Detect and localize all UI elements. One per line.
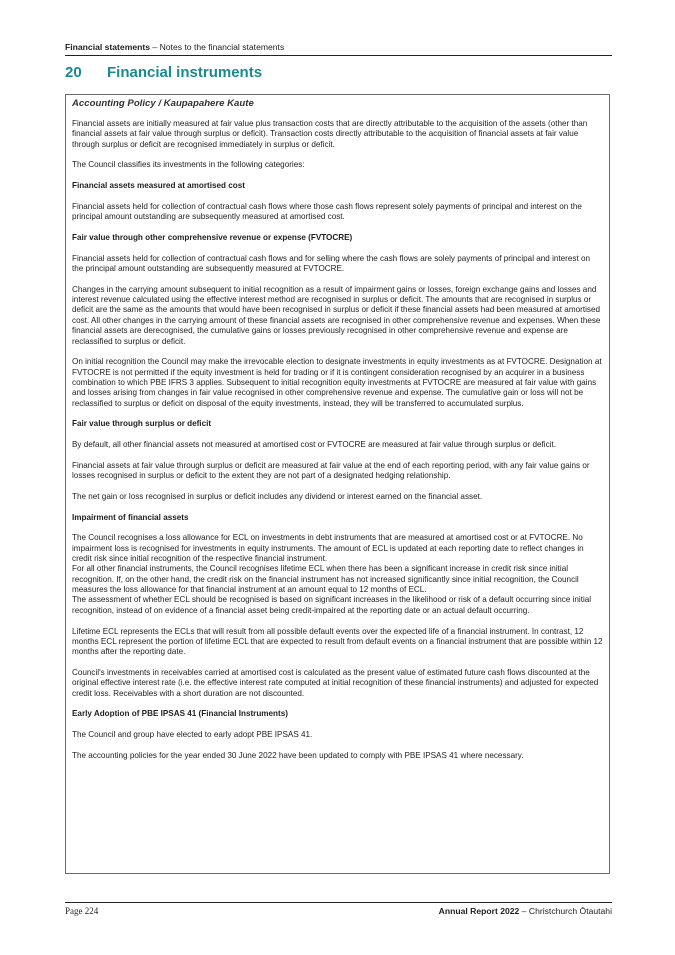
heading-fvtocre: Fair value through other comprehensive revenue or expense (FVTOCRE): [72, 232, 353, 242]
paragraph-carrying-amount-changes: Changes in the carrying amount subsequent to initial recognition as a result of impairment gains or losses, foreign exchange gains and losses and interest revenue calculated using the effective interest method are recognised in surplus or deficit. The amounts that are recognised in surplus or deficit are the same as the amounts that would have been recognised in surplus or deficit if these financial assets had been measured at amortised cost. All other changes in the carrying amount of these financial assets are recognised in other comprehensive revenue and expenses. When these financial assets are derecognised, the cumulative gains or losses previously recognised in other comprehensive revenue and expense are reclassified to surplus or deficit.: [72, 284, 601, 346]
paragraph-fvtocre: Financial assets held for collection of contractual cash flows and for selling where the cash flows are solely payments of principal and interest on the principal amount outstanding are subsequently measured at FVTOCRE.: [72, 253, 591, 274]
paragraph-ecl-assessment: The assessment of whether ECL should be recognised is based on significant increases in the likelihood or risk of a default occurring since initial recognition, instead of on evidence of a financial asset being credit-impaired at the reporting date or an actual default occurring.: [72, 595, 592, 615]
policy-box-title: Accounting Policy / Kaupapahere Kaute: [72, 98, 254, 109]
footer-report-name: Annual Report 2022: [438, 906, 520, 916]
header-section: Financial statements: [65, 42, 151, 52]
section-number: 20: [65, 64, 82, 81]
paragraph-lifetime-ecl-recognition: For all other financial instruments, the Council recognises lifetime ECL when there has been a significant increase in credit risk since initial recognition. If, on the other hand, the credit risk on the financial instrument has not increased significantly since initial recognition, the Council measures the loss allowance for that financial instrument at an amount equal to 12 months of ECL.: [72, 564, 579, 595]
page-number: Page 224: [65, 906, 99, 916]
heading-impairment: Impairment of financial assets: [72, 512, 189, 522]
heading-early-adoption: Early Adoption of PBE IPSAS 41 (Financial Instruments): [72, 709, 288, 719]
header-subtitle: – Notes to the financial statements: [150, 42, 285, 52]
paragraph-loss-allowance: The Council recognises a loss allowance for ECL on investments in debt instruments that are measured at amortised cost or at FVTOCRE. No impairment loss is recognised for investments in equity instruments. The amount of ECL is updated at each reporting date to reflect changes in credit risk since initial recognition of the respective financial instrument.: [72, 533, 584, 564]
running-header: [65, 42, 612, 56]
section-heading: [65, 64, 612, 81]
paragraph-policies-updated: The accounting policies for the year ended 30 June 2022 have been updated to comply with PBE IPSAS 41 where necessary.: [72, 750, 524, 760]
paragraph-lifetime-vs-12-month: Lifetime ECL represents the ECLs that will result from all possible default events over the expected life of a financial instrument. In contrast, 12 months ECL represent the portion of lifetime ECL that are expected to result from default events on a financial instrument that are possible within 12 months after the reporting date.: [72, 626, 603, 657]
paragraph-early-adopt: The Council and group have elected to early adopt PBE IPSAS 41.: [72, 730, 313, 740]
footer-report-title: [439, 906, 612, 916]
paragraph-initial-measurement: Financial assets are initially measured at fair value plus transaction costs that are directly attributable to the acquisition of the assets (other than financial assets at fair value through surplus or deficit). Transaction costs directly attributable to the acquisition of financial assets at fair value through surplus or deficit are recognised immediately in surplus or deficit.: [72, 119, 588, 149]
paragraph-classification-intro: The Council classifies its investments in the following categories:: [72, 160, 305, 170]
paragraph-fvtsd-measurement: Financial assets at fair value through surplus or deficit are measured at fair value at the end of each reporting period, with any fair value gains or losses recognised in surplus or deficit to the extent they are not part of a designated hedging relationship.: [72, 460, 590, 481]
paragraph-equity-election: On initial recognition the Council may make the irrevocable election to designate investments in equity investments as at FVTOCRE. Designation at FVTOCRE is not permitted if the equity investment is held for trading or if it is contingent consideration recognised by an acquirer in a business combination to which PBE IFRS 3 applies. Subsequent to initial recognition equity investments at FVTOCRE are measured at fair value with gains and losses arising from changes in fair value recognised in other comprehensive revenue and expense. The cumulative gain or loss will not be reclassified to surplus or deficit on disposal of the equity investments, instead, they will be transferred to accumulated surplus.: [72, 357, 602, 408]
paragraph-receivables: Council's investments in receivables carried at amortised cost is calculated as the present value of estimated future cash flows discounted at the original effective interest rate (i.e. the effective interest rate computed at initial recognition of these financial instruments) and adjusted for expected credit loss. Receivables with a short duration are not discounted.: [72, 667, 599, 698]
accounting-policy-box: [65, 94, 610, 874]
paragraph-fvtsd-default: By default, all other financial assets not measured at amortised cost or FVTOCRE are measured at fair value through surplus or deficit.: [72, 440, 556, 450]
page-footer: [65, 902, 612, 916]
paragraph-amortised-cost: Financial assets held for collection of contractual cash flows where those cash flows represent solely payments of principal and interest on the principal amount outstanding are subsequently measured at amortised cost.: [72, 201, 582, 222]
heading-amortised-cost: Financial assets measured at amortised cost: [72, 181, 245, 191]
section-title: Financial instruments: [107, 64, 263, 81]
heading-fvtsd: Fair value through surplus or deficit: [72, 419, 212, 429]
paragraph-net-gain-loss: The net gain or loss recognised in surplus or deficit includes any dividend or interest earned on the financial asset.: [72, 491, 483, 501]
footer-city: – Christchurch Ōtautahi: [519, 906, 612, 916]
